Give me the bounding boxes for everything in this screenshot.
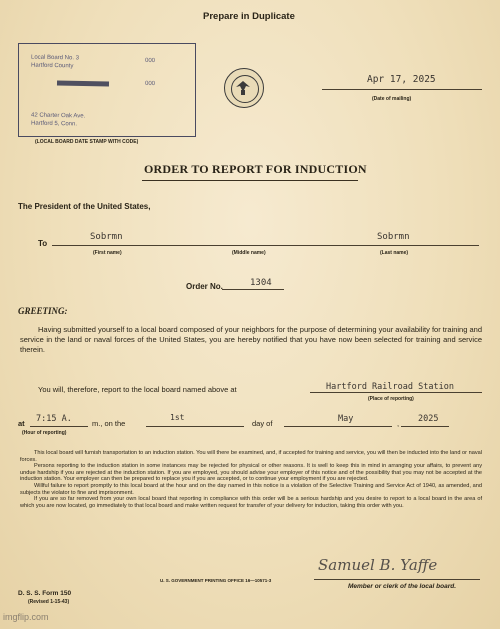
prepare-in-duplicate-heading: Prepare in Duplicate <box>203 11 295 22</box>
title-underline <box>142 180 358 181</box>
day-line <box>146 426 244 427</box>
board-member-signature: Samuel B. Yaffe <box>318 556 438 574</box>
form-revision: (Revised 1-15-43) <box>28 599 70 605</box>
year-line <box>401 426 449 427</box>
mailing-date-caption: (Date of mailing) <box>372 96 412 102</box>
reporting-month-value: May <box>338 414 354 424</box>
order-number-value: 1304 <box>250 278 272 288</box>
first-name-value: Sobrmn <box>90 232 123 242</box>
local-board-stamp-box <box>18 43 196 137</box>
place-line <box>310 392 482 393</box>
stamp-redaction-bar <box>57 81 109 87</box>
instruction-violation: Willful failure to report promptly to this local board at the hour and on the day named in this notice is a violation of the Selective Training and Service Act of 1940, as amended, and subjects the violator to fine and imprisonment. <box>20 482 482 496</box>
middle-name-caption: (Middle name) <box>232 250 266 256</box>
place-caption: (Place of reporting) <box>368 396 414 402</box>
stamp-address-line-1: 42 Charter Oak Ave. <box>30 112 86 120</box>
stamp-address-line-2: Hartford 5, Conn. <box>30 120 78 128</box>
from-line: The President of the United States, <box>18 202 151 211</box>
stamp-board-line: Local Board No. 3 <box>30 54 80 62</box>
m-on-the-label: m., on the <box>92 419 126 428</box>
instruction-rejection: Persons reporting to the induction station in some instances may be rejected for physical or other reasons. It is well to keep this in mind in arranging your affairs, to prevent any undue hardship if you are rejected at the induction station. If you are employed, you should advise your employer of this notice and of the possibility that you may not be accepted at the induction station. Your employer can then be prepared to replace you if you are accepted, or to continue your employment if you are rejected. <box>20 463 482 483</box>
selective-service-seal <box>224 68 264 108</box>
mailing-date-line <box>322 89 482 90</box>
form-title: ORDER TO REPORT FOR INDUCTION <box>144 162 367 176</box>
at-label: at <box>18 419 25 428</box>
order-number-label: Order No. <box>186 282 223 291</box>
reporting-hour-value: 7:15 A. <box>36 414 72 424</box>
hour-line <box>30 426 88 427</box>
order-number-line <box>222 289 284 290</box>
first-name-caption: (First name) <box>93 250 122 256</box>
signature-caption: Member or clerk of the local board. <box>348 583 456 590</box>
stamp-county-line: Hartford County <box>30 62 74 70</box>
imgflip-watermark: imgflip.com <box>3 612 49 622</box>
form-number: D. S. S. Form 150 <box>18 590 72 597</box>
reporting-day-value: 1st <box>170 413 185 422</box>
signature-line <box>314 579 480 580</box>
name-line <box>52 245 479 246</box>
stamp-caption: (LOCAL BOARD DATE STAMP WITH CODE) <box>35 139 139 145</box>
stamp-code-2: 000 <box>144 80 156 88</box>
reporting-year-value: 2025 <box>418 414 439 424</box>
mailing-date-value: Apr 17, 2025 <box>367 74 436 85</box>
instruction-transport: This local board will furnish transportation to an induction station. You will there be examined, and, if accepted for training and service, you will then be inducted into the land or naval forces. <box>20 450 482 463</box>
eagle-emblem-icon <box>224 68 262 106</box>
report-instruction: You will, therefore, report to the local board named above at <box>38 385 237 394</box>
stamp-code-1: 000 <box>144 57 156 65</box>
last-name-caption: (Last name) <box>380 250 409 256</box>
to-label: To <box>38 239 48 248</box>
greeting: GREETING: <box>18 306 68 316</box>
last-name-value: Sobrmn <box>377 232 410 242</box>
day-of-label: day of <box>252 419 273 428</box>
comma-separator: , <box>397 419 400 428</box>
selection-notice-paragraph: Having submitted yourself to a local board composed of your neighbors for the purpose of determining your availability for training and service in the land or naval forces of the United States, you are hereby notified that you have now been selected for training and service therein. <box>20 325 482 354</box>
printing-office-line: U. S. GOVERNMENT PRINTING OFFICE 16—10571-3 <box>160 578 272 583</box>
month-line <box>284 426 392 427</box>
instruction-transfer: If you are so far removed from your own local board that reporting in compliance with this order will be a serious hardship and you desire to report to a local board in the area of which you are now located, go immediately to that local board and make written request for transfer of your delivery for induction, taking this order with you. <box>20 496 482 509</box>
instructions-block <box>20 450 482 509</box>
hour-caption: (Hour of reporting) <box>22 430 67 436</box>
reporting-place-value: Hartford Railroad Station <box>326 382 454 392</box>
